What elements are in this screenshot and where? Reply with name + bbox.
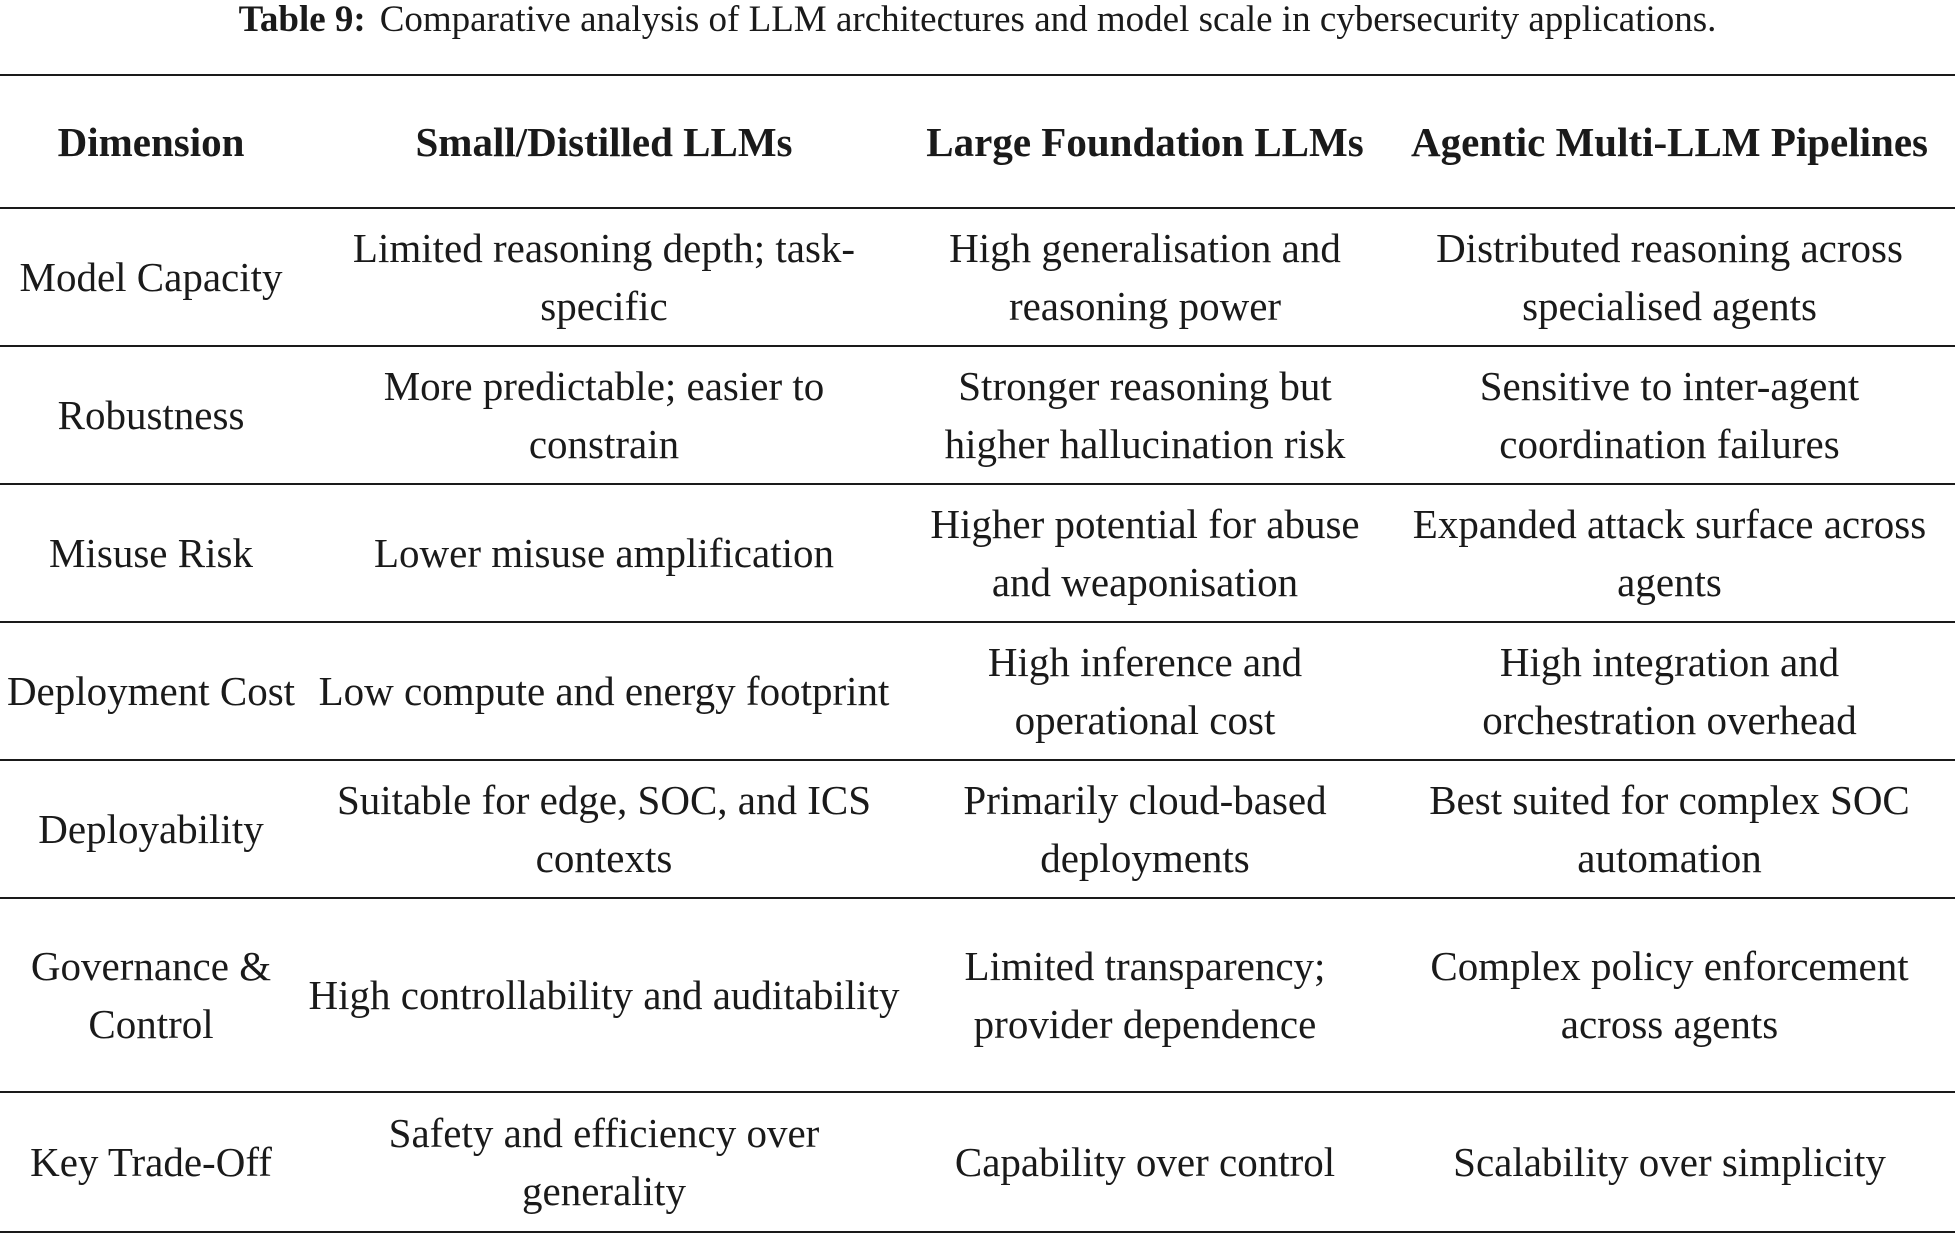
row-dimension: Governance & Control <box>0 898 302 1092</box>
cell-agentic-pipelines: Distributed reasoning across specialised agents <box>1384 208 1955 346</box>
cell-small-distilled: More predictable; easier to constrain <box>302 346 906 484</box>
table-caption-text: Comparative analysis of LLM architectures and model scale in cybersecurity applications. <box>379 0 1717 40</box>
cell-small-distilled: Suitable for edge, SOC, and ICS contexts <box>302 760 906 898</box>
cell-agentic-pipelines: High integration and orchestration overhead <box>1384 622 1955 760</box>
cell-small-distilled: Lower misuse amplification <box>302 484 906 622</box>
table-body <box>0 208 1955 1232</box>
table-row <box>0 346 1955 484</box>
header-row <box>0 75 1955 208</box>
table-row <box>0 622 1955 760</box>
cell-agentic-pipelines: Complex policy enforcement across agents <box>1384 898 1955 1092</box>
table-row <box>0 208 1955 346</box>
cell-large-foundation: Capability over control <box>906 1092 1384 1232</box>
table-caption <box>0 0 1955 46</box>
cell-agentic-pipelines: Sensitive to inter-agent coordination failures <box>1384 346 1955 484</box>
header-agentic-pipelines: Agentic Multi-LLM Pipelines <box>1384 75 1955 208</box>
table-caption-label: Table 9: <box>238 0 366 40</box>
cell-small-distilled: Safety and efficiency over generality <box>302 1092 906 1232</box>
cell-agentic-pipelines: Expanded attack surface across agents <box>1384 484 1955 622</box>
cell-agentic-pipelines: Best suited for complex SOC automation <box>1384 760 1955 898</box>
row-dimension: Deployment Cost <box>0 622 302 760</box>
cell-large-foundation: Higher potential for abuse and weaponisation <box>906 484 1384 622</box>
row-dimension: Model Capacity <box>0 208 302 346</box>
header-dimension: Dimension <box>0 75 302 208</box>
cell-small-distilled: High controllability and auditability <box>302 898 906 1092</box>
table-header <box>0 75 1955 208</box>
header-small-distilled: Small/Distilled LLMs <box>302 75 906 208</box>
header-large-foundation: Large Foundation LLMs <box>906 75 1384 208</box>
table-row <box>0 760 1955 898</box>
row-dimension: Key Trade-Off <box>0 1092 302 1232</box>
table-row <box>0 898 1955 1092</box>
cell-small-distilled: Low compute and energy footprint <box>302 622 906 760</box>
comparison-table <box>0 74 1955 1233</box>
row-dimension: Deployability <box>0 760 302 898</box>
table-row <box>0 484 1955 622</box>
cell-large-foundation: Stronger reasoning but higher hallucination risk <box>906 346 1384 484</box>
cell-large-foundation: Primarily cloud-based deployments <box>906 760 1384 898</box>
row-dimension: Misuse Risk <box>0 484 302 622</box>
cell-large-foundation: High generalisation and reasoning power <box>906 208 1384 346</box>
row-dimension: Robustness <box>0 346 302 484</box>
table-row <box>0 1092 1955 1232</box>
cell-agentic-pipelines: Scalability over simplicity <box>1384 1092 1955 1232</box>
cell-large-foundation: Limited transparency; provider dependence <box>906 898 1384 1092</box>
cell-large-foundation: High inference and operational cost <box>906 622 1384 760</box>
cell-small-distilled: Limited reasoning depth; task-specific <box>302 208 906 346</box>
